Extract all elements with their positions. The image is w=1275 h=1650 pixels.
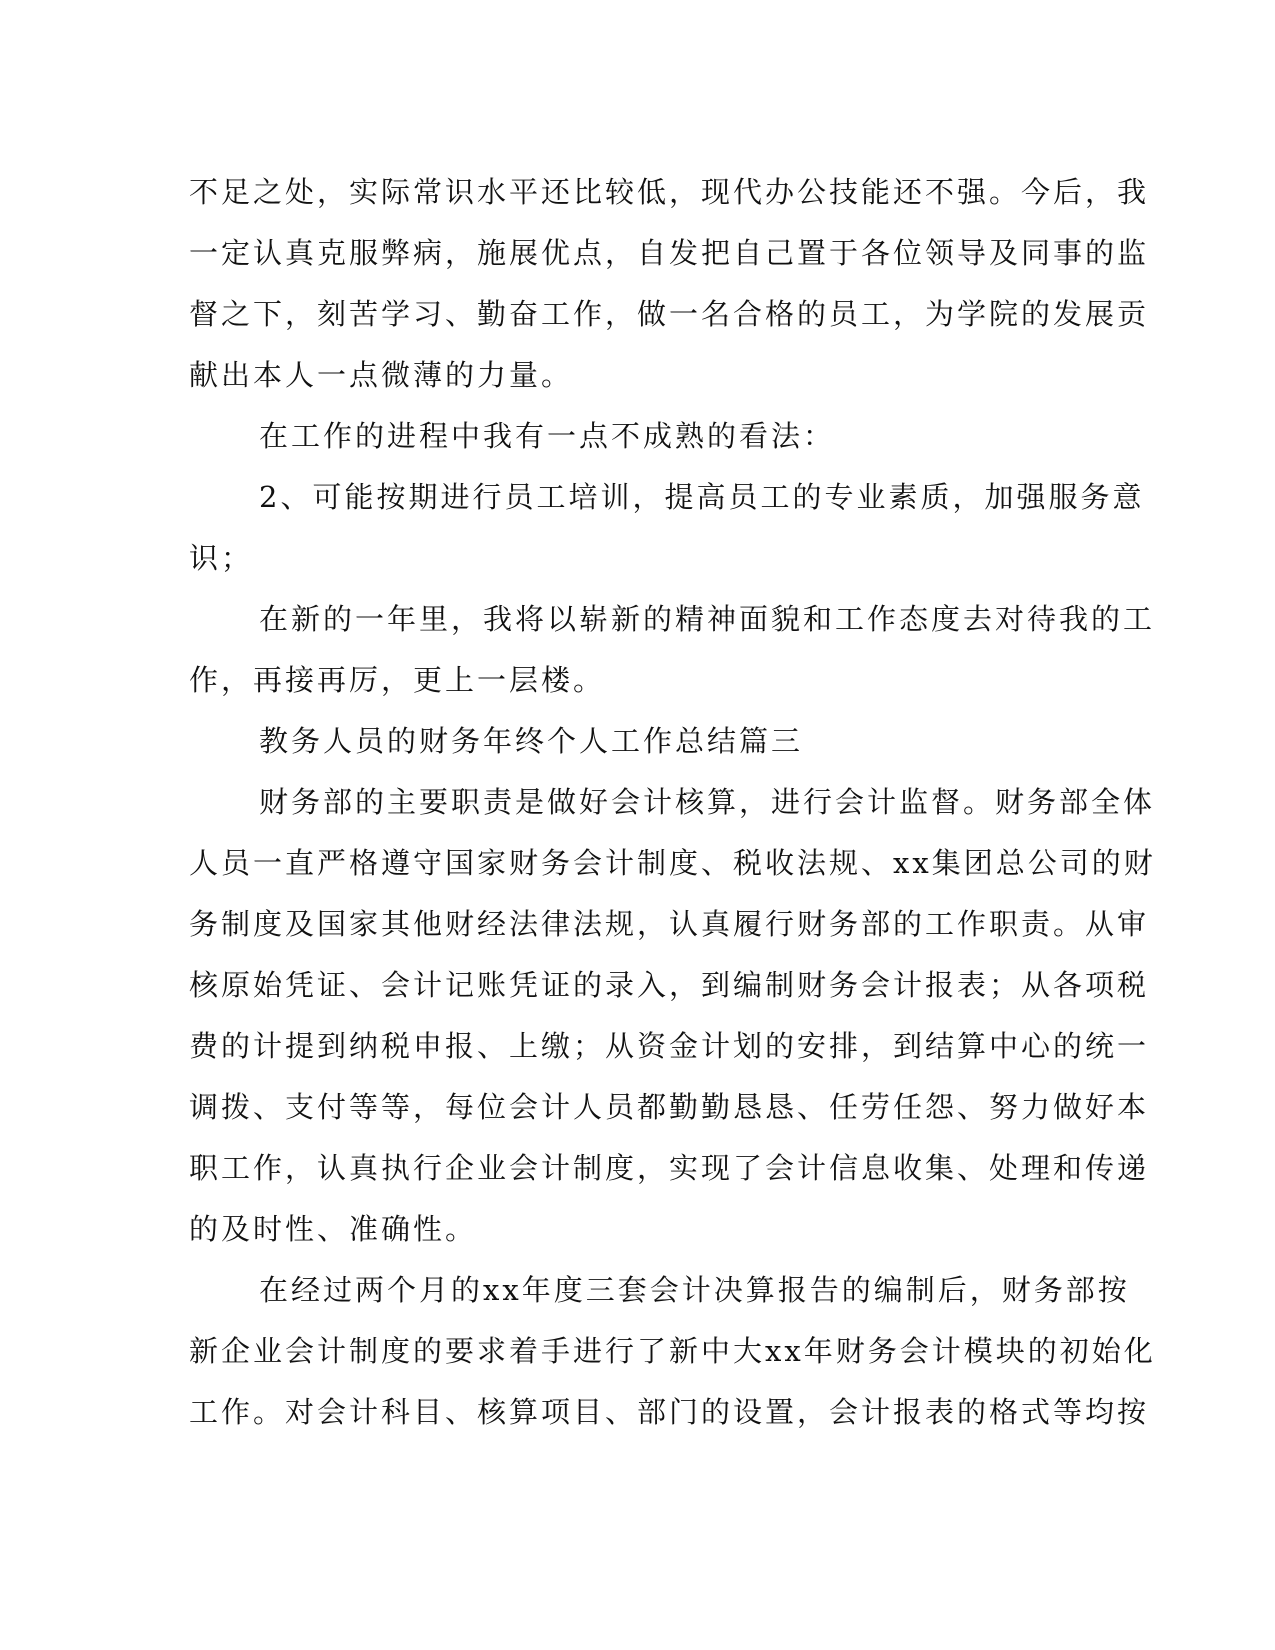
text-line: 的及时性、准确性。 xyxy=(189,1212,478,1246)
text-line: 核原始凭证、会计记账凭证的录入，到编制财务会计报表；从各项税 xyxy=(189,968,1150,1002)
text-line: 督之下，刻苦学习、勤奋工作，做一名合格的员工，为学院的发展贡 xyxy=(189,297,1150,331)
text-line: 献出本人一点微薄的力量。 xyxy=(189,358,574,392)
text-line: 调拨、支付等等，每位会计人员都勤勤恳恳、任劳任怨、努力做好本 xyxy=(189,1090,1150,1124)
section-heading xyxy=(189,711,1069,772)
text-line: 识； xyxy=(189,541,254,575)
text-line: 财务部的主要职责是做好会计核算，进行会计监督。财务部全体 xyxy=(259,785,1156,819)
paragraph-1 xyxy=(189,162,1150,406)
text-line: 在经过两个月的xx年度三套会计决算报告的编制后，财务部按 xyxy=(259,1273,1130,1307)
text-line: 作，再接再厉，更上一层楼。 xyxy=(189,663,606,697)
text-line: 在工作的进程中我有一点不成熟的看法： xyxy=(259,419,836,453)
text-line: 新企业会计制度的要求着手进行了新中大xx年财务会计模块的初始化 xyxy=(189,1334,1156,1368)
text-line: 不足之处，实际常识水平还比较低，现代办公技能还不强。今后，我 xyxy=(189,175,1150,209)
text-line: 人员一直严格遵守国家财务会计制度、税收法规、xx集团总公司的财 xyxy=(189,846,1156,880)
text-line: 职工作，认真执行企业会计制度，实现了会计信息收集、处理和传递 xyxy=(189,1151,1150,1185)
text-line: 2、可能按期进行员工培训，提高员工的专业素质，加强服务意 xyxy=(259,480,1145,514)
text-line: 在新的一年里，我将以崭新的精神面貌和工作态度去对待我的工 xyxy=(259,602,1156,636)
paragraph-6 xyxy=(189,772,1156,1260)
section-title: 教务人员的财务年终个人工作总结篇三 xyxy=(259,724,804,758)
paragraph-2 xyxy=(189,406,1069,467)
document-body xyxy=(189,162,1156,1443)
paragraph-3 xyxy=(189,467,1145,589)
paragraph-4 xyxy=(189,589,1156,711)
text-line: 务制度及国家其他财经法律法规，认真履行财务部的工作职责。从审 xyxy=(189,907,1150,941)
text-line: 工作。对会计科目、核算项目、部门的设置，会计报表的格式等均按 xyxy=(189,1395,1150,1429)
text-line: 一定认真克服弊病，施展优点，自发把自己置于各位领导及同事的监 xyxy=(189,236,1150,270)
paragraph-7 xyxy=(189,1260,1156,1443)
text-line: 费的计提到纳税申报、上缴；从资金计划的安排，到结算中心的统一 xyxy=(189,1029,1150,1063)
